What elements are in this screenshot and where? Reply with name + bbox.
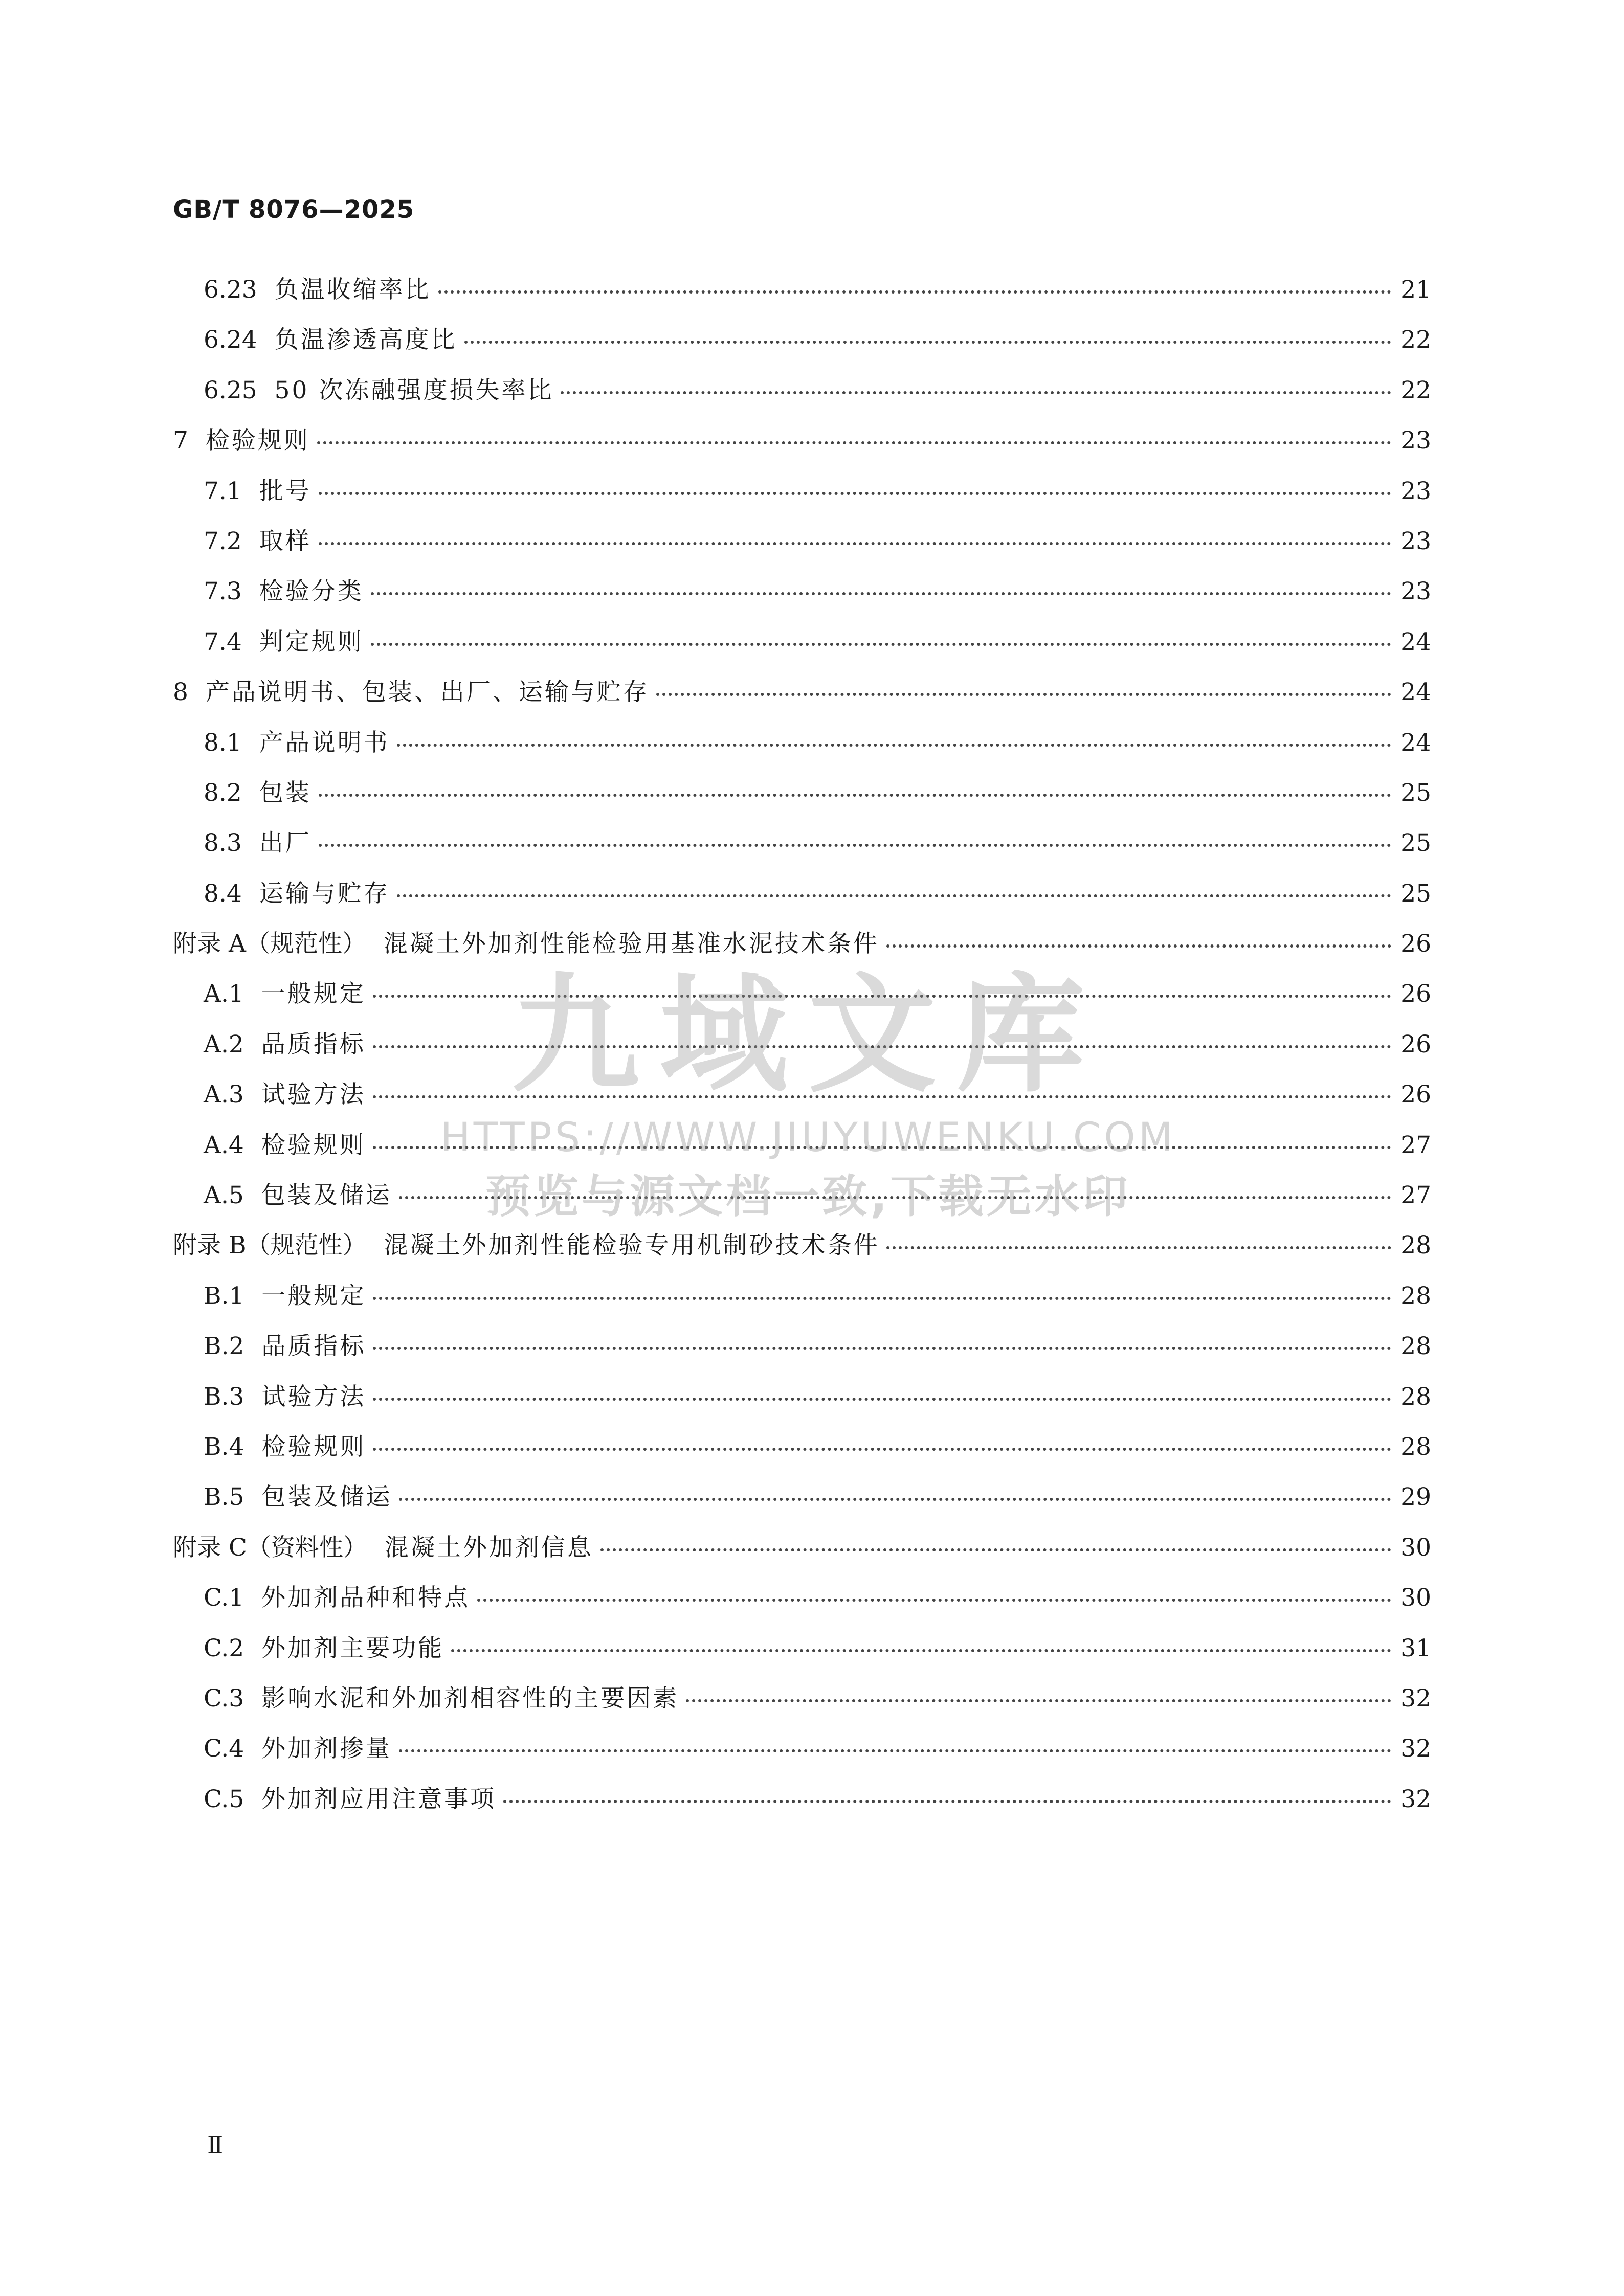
toc-entry-title: 混凝土外加剂性能检验专用机制砂技术条件 (384, 1231, 880, 1260)
toc-entry (173, 969, 1431, 1019)
watermark-note: 预览与源文档一致,下载无水印 (485, 1170, 1131, 1223)
toc-entry-number: B.1 (204, 1281, 244, 1310)
toc-dot-leader (373, 1045, 1391, 1048)
toc-entry-number: 8.2 (204, 778, 242, 807)
toc-entry-page: 26 (1400, 1081, 1431, 1109)
toc-entry (173, 567, 1431, 617)
toc-entry-number: 7.2 (204, 527, 242, 555)
toc-dot-leader (373, 1398, 1391, 1401)
toc-entry (173, 466, 1431, 516)
toc-entry-title: 混凝土外加剂性能检验用基准水泥技术条件 (383, 930, 879, 958)
toc-dot-leader (399, 1498, 1391, 1501)
toc-entry-page: 28 (1400, 1231, 1431, 1260)
toc-entry-page: 28 (1400, 1382, 1431, 1411)
toc-entry-title: 包装 (259, 778, 312, 807)
toc-entry-page: 32 (1400, 1735, 1431, 1763)
toc-entry-page: 31 (1400, 1634, 1431, 1662)
toc-entry (173, 416, 1431, 466)
toc-entry (173, 1070, 1431, 1120)
toc-entry-number: C.5 (204, 1785, 244, 1813)
toc-entry-title: 包装及储运 (261, 1483, 392, 1512)
toc-entry (173, 1573, 1431, 1623)
toc-entry-number: A.4 (204, 1131, 244, 1159)
toc-entry-title: 运输与贮存 (259, 879, 390, 908)
toc-dot-leader (371, 592, 1391, 595)
toc-entry-page: 23 (1400, 426, 1431, 455)
toc-entry (173, 265, 1431, 315)
toc-dot-leader (399, 1749, 1391, 1752)
toc-entry (173, 919, 1431, 969)
toc-entry (173, 1472, 1431, 1522)
toc-entry-page: 28 (1400, 1281, 1431, 1310)
toc-dot-leader (319, 794, 1391, 797)
toc-dot-leader (464, 341, 1391, 344)
toc-entry-page: 30 (1400, 1533, 1431, 1562)
toc-entry-number: 7.1 (204, 477, 242, 505)
toc-dot-leader (373, 1297, 1391, 1300)
toc-entry (173, 1321, 1431, 1371)
toc-entry-number: C.2 (204, 1634, 244, 1662)
toc-entry (173, 1372, 1431, 1422)
toc-entry-title: 外加剂品种和特点 (261, 1584, 471, 1612)
toc-entry-title: 判定规则 (259, 627, 364, 656)
toc-dot-leader (886, 944, 1391, 948)
page-number: Ⅱ (207, 2131, 224, 2159)
toc-dot-leader (371, 643, 1391, 646)
toc-entry-number: A.2 (204, 1030, 244, 1059)
toc-entry (173, 718, 1431, 768)
toc-entry-page: 24 (1400, 728, 1431, 757)
toc-entry-title: 品质指标 (261, 1332, 366, 1361)
toc-entry-page: 29 (1400, 1483, 1431, 1512)
toc-entry-title: 影响水泥和外加剂相容性的主要因素 (261, 1684, 679, 1713)
toc-dot-leader (886, 1246, 1391, 1249)
toc-entry-number: 8.3 (204, 829, 242, 858)
toc-entry (173, 667, 1431, 717)
toc-entry-page: 22 (1400, 326, 1431, 354)
toc-entry-page: 32 (1400, 1684, 1431, 1713)
toc-entry-page: 25 (1400, 778, 1431, 807)
toc-entry (173, 1020, 1431, 1070)
toc-entry-title: 检验规则 (261, 1131, 366, 1159)
toc-entry-page: 26 (1400, 930, 1431, 958)
toc-entry-page: 27 (1400, 1131, 1431, 1159)
toc-entry-title: 混凝土外加剂信息 (384, 1533, 593, 1562)
toc-entry-title: 包装及储运 (261, 1181, 392, 1210)
toc-entry-page: 25 (1400, 879, 1431, 908)
toc-dot-leader (600, 1548, 1391, 1551)
toc-entry-number: C.3 (204, 1684, 244, 1713)
table-of-contents (173, 265, 1431, 1825)
toc-entry-number: A.1 (204, 980, 244, 1008)
toc-entry-page: 32 (1400, 1785, 1431, 1813)
toc-entry-title: 一般规定 (261, 980, 366, 1008)
toc-dot-leader (503, 1800, 1391, 1803)
toc-entry-title: 试验方法 (261, 1081, 366, 1109)
toc-dot-leader (399, 1196, 1391, 1199)
toc-entry-number: 8 (173, 678, 188, 707)
toc-dot-leader (561, 391, 1391, 394)
toc-entry-number: B.3 (204, 1382, 244, 1411)
toc-entry (173, 1774, 1431, 1825)
toc-dot-leader (451, 1649, 1391, 1652)
document-code: GB/T 8076—2025 (173, 195, 415, 224)
toc-entry-title: 试验方法 (261, 1382, 366, 1411)
toc-dot-leader (477, 1599, 1391, 1602)
toc-entry-number: 附录 A（规范性） (173, 930, 366, 958)
toc-entry (173, 1523, 1431, 1573)
toc-entry-title: 品质指标 (261, 1030, 366, 1059)
toc-dot-leader (397, 894, 1391, 897)
toc-entry-number: 7 (173, 426, 188, 455)
toc-dot-leader (438, 290, 1391, 294)
toc-entry (173, 768, 1431, 818)
toc-entry (173, 1724, 1431, 1774)
toc-entry-number: B.4 (204, 1432, 244, 1461)
toc-entry (173, 1624, 1431, 1674)
toc-entry (173, 1221, 1431, 1271)
toc-entry-number: 6.24 (204, 326, 257, 354)
toc-entry-number: 8.4 (204, 879, 242, 908)
toc-entry-number: B.5 (204, 1483, 244, 1512)
toc-entry-page: 28 (1400, 1332, 1431, 1361)
toc-entry-number: 7.4 (204, 627, 242, 656)
toc-entry-title: 检验规则 (261, 1432, 366, 1461)
toc-entry-number: 7.3 (204, 577, 242, 606)
toc-dot-leader (319, 492, 1391, 495)
toc-entry-page: 22 (1400, 376, 1431, 404)
toc-entry-title: 出厂 (259, 829, 312, 858)
toc-entry (173, 1271, 1431, 1321)
toc-entry-number: 6.25 (204, 376, 257, 404)
toc-entry-page: 30 (1400, 1584, 1431, 1612)
toc-entry-title: 批号 (259, 477, 312, 505)
watermark-url: HTTPS://WWW.JIUYUWENKU.COM (440, 1115, 1176, 1161)
toc-entry-title: 50 次冻融强度损失率比 (274, 376, 554, 404)
toc-entry-title: 外加剂主要功能 (261, 1634, 444, 1662)
toc-entry-title: 负温渗透高度比 (274, 326, 457, 354)
toc-entry-page: 25 (1400, 829, 1431, 858)
toc-entry (173, 1120, 1431, 1170)
toc-entry-number: A.5 (204, 1181, 244, 1210)
toc-dot-leader (319, 542, 1391, 545)
toc-entry-page: 21 (1400, 276, 1431, 304)
toc-entry-page: 23 (1400, 577, 1431, 606)
toc-entry-title: 外加剂掺量 (261, 1735, 392, 1763)
toc-entry-title: 检验规则 (205, 426, 310, 455)
toc-entry (173, 366, 1431, 416)
toc-dot-leader (317, 441, 1391, 444)
toc-dot-leader (373, 1347, 1391, 1350)
toc-dot-leader (397, 744, 1391, 747)
watermark-brand: 九域文库 (511, 961, 1105, 1110)
toc-entry-title: 负温收缩率比 (274, 276, 431, 304)
toc-entry-title: 检验分类 (259, 577, 364, 606)
toc-dot-leader (373, 1095, 1391, 1098)
toc-dot-leader (319, 844, 1391, 847)
toc-entry-title: 产品说明书 (259, 728, 390, 757)
toc-entry-title: 外加剂应用注意事项 (261, 1785, 497, 1813)
toc-entry (173, 617, 1431, 667)
toc-entry-number: C.1 (204, 1584, 244, 1612)
toc-dot-leader (373, 995, 1391, 998)
toc-dot-leader (373, 1146, 1391, 1149)
toc-entry (173, 516, 1431, 567)
toc-entry-page: 26 (1400, 1030, 1431, 1059)
toc-entry (173, 1422, 1431, 1472)
toc-entry-number: 8.1 (204, 728, 242, 757)
toc-entry-title: 取样 (259, 527, 312, 555)
toc-entry-title: 产品说明书、包装、出厂、运输与贮存 (205, 678, 649, 707)
toc-entry-number: 6.23 (204, 276, 257, 304)
toc-dot-leader (656, 693, 1391, 696)
toc-entry (173, 1170, 1431, 1221)
toc-entry (173, 818, 1431, 868)
toc-entry-page: 24 (1400, 678, 1431, 707)
toc-entry-number: 附录 C（资料性） (173, 1533, 367, 1562)
toc-dot-leader (373, 1448, 1391, 1451)
toc-entry (173, 315, 1431, 365)
toc-entry-number: C.4 (204, 1735, 244, 1763)
toc-entry-page: 26 (1400, 980, 1431, 1008)
toc-entry-page: 23 (1400, 477, 1431, 505)
toc-entry-number: B.2 (204, 1332, 244, 1361)
toc-entry-number: 附录 B（规范性） (173, 1231, 367, 1260)
toc-entry-page: 28 (1400, 1432, 1431, 1461)
toc-entry-page: 23 (1400, 527, 1431, 555)
toc-entry-number: A.3 (204, 1081, 244, 1109)
toc-entry-title: 一般规定 (261, 1281, 366, 1310)
toc-dot-leader (686, 1699, 1391, 1702)
toc-entry (173, 1674, 1431, 1724)
toc-entry-page: 24 (1400, 627, 1431, 656)
toc-entry (173, 869, 1431, 919)
toc-entry-page: 27 (1400, 1181, 1431, 1210)
